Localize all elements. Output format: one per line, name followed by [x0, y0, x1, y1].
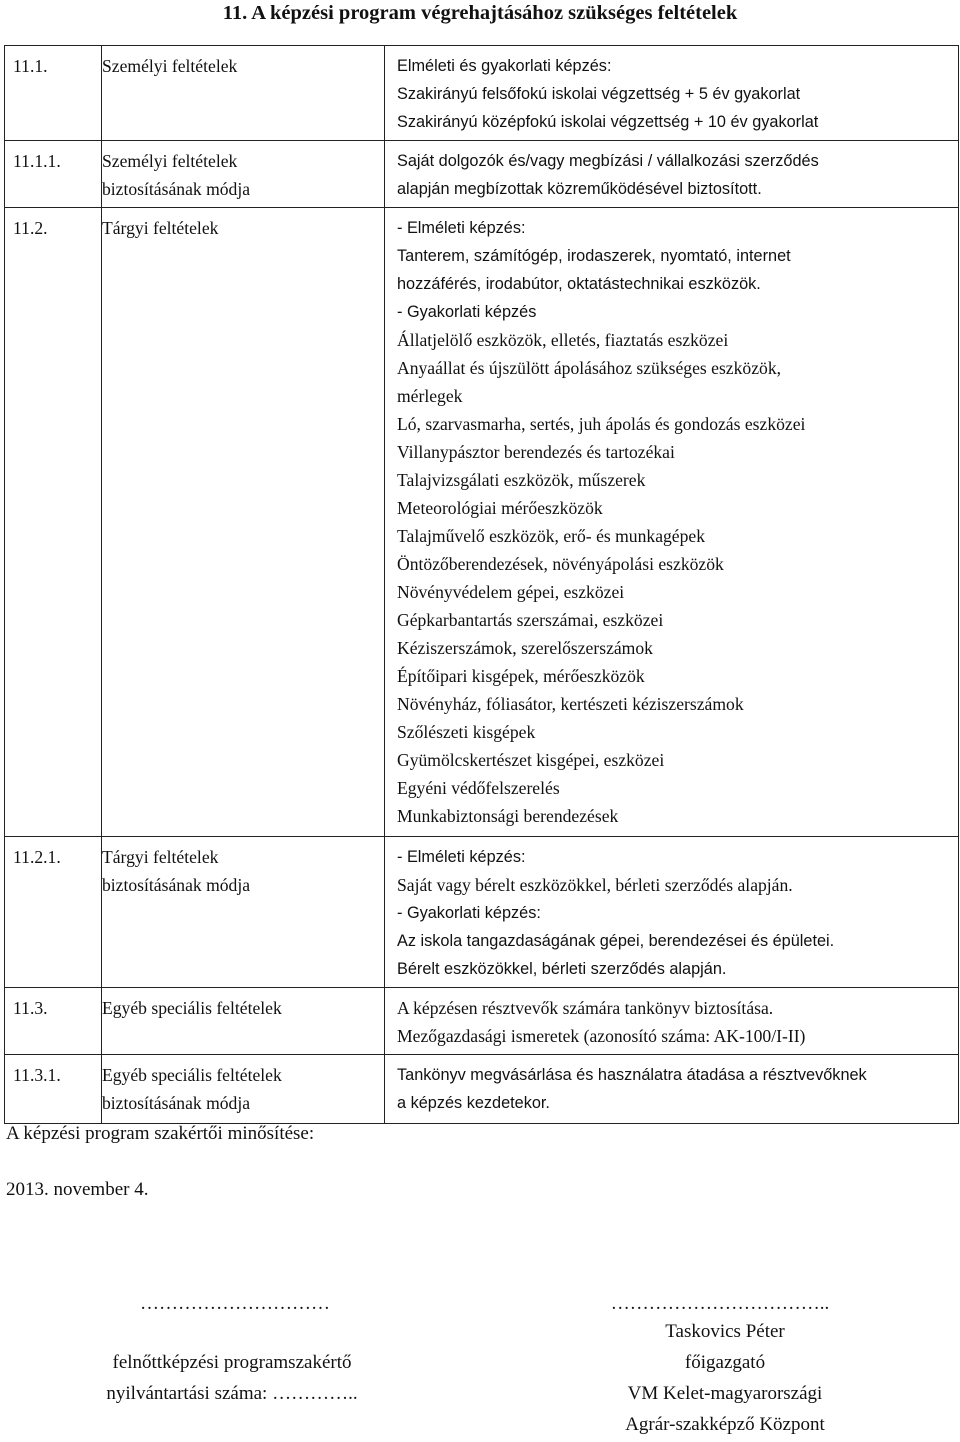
left-signature-line: ………………………… — [140, 1293, 330, 1314]
requirements-table-body — [5, 46, 959, 1124]
content-line: alapján megbízottak közreműködésével biztosított. — [397, 180, 762, 198]
table-row — [5, 988, 959, 1055]
table-row — [5, 837, 959, 988]
table-row — [5, 1055, 959, 1124]
section-number: 11.3.1. — [5, 1055, 102, 1124]
content-line: Növényvédelem gépei, eszközei — [397, 582, 625, 602]
content-line: Öntözőberendezések, növényápolási eszközök — [397, 554, 724, 574]
section-number: 11.3. — [5, 988, 102, 1055]
signatory-name: Taskovics Péter — [665, 1321, 785, 1342]
section-content — [385, 46, 959, 141]
content-line: Tankönyv megvásárlása és használatra átadása a résztvevőknek — [397, 1066, 867, 1084]
content-line: mérlegek — [397, 386, 463, 406]
right-signature-line: …………………………….. — [610, 1293, 830, 1314]
table-row — [5, 141, 959, 208]
section-label-line: biztosításának módja — [102, 179, 251, 199]
qualification-label: A képzési program szakértői minősítése: — [6, 1123, 315, 1144]
content-line: Ló, szarvasmarha, sertés, juh ápolás és gondozás eszközei — [397, 414, 806, 434]
content-line: - Gyakorlati képzés: — [397, 904, 541, 922]
section-label — [102, 208, 385, 837]
section-label-line: biztosításának módja — [102, 875, 251, 895]
section-number: 11.1.1. — [5, 141, 102, 208]
section-label-line: Egyéb speciális feltételek — [102, 998, 282, 1018]
content-line: Elméleti és gyakorlati képzés: — [397, 57, 612, 75]
content-line: Építőipari kisgépek, mérőeszközök — [397, 666, 645, 686]
content-line: Állatjelölő eszközök, elletés, fiaztatás eszközei — [397, 330, 729, 350]
content-line: Kéziszerszámok, szerelőszerszámok — [397, 638, 653, 658]
content-line: Talajvizsgálati eszközök, műszerek — [397, 470, 646, 490]
expert-title: felnőttképzési programszakértő — [112, 1352, 352, 1373]
section-label — [102, 837, 385, 988]
section-content — [385, 1055, 959, 1124]
content-line: Szakirányú felsőfokú iskolai végzettség + 5 év gyakorlat — [397, 85, 801, 103]
content-line: Bérelt eszközökkel, bérleti szerződés alapján. — [397, 960, 727, 978]
content-line: A képzésen résztvevők számára tankönyv biztosítása. — [397, 998, 774, 1018]
section-label — [102, 988, 385, 1055]
section-label-line: Személyi feltételek — [102, 56, 238, 76]
document-title: 11. A képzési program végrehajtásához szükséges feltételek — [222, 2, 738, 24]
content-line: Munkabiztonsági berendezések — [397, 806, 619, 826]
table-row — [5, 208, 959, 837]
date: 2013. november 4. — [6, 1179, 149, 1200]
content-line: Talajművelő eszközök, erő- és munkagépek — [397, 526, 706, 546]
content-line: a képzés kezdetekor. — [397, 1094, 550, 1112]
organization-line-1: VM Kelet-magyarországi — [627, 1383, 823, 1404]
section-content — [385, 208, 959, 837]
section-label-line: Tárgyi feltételek — [102, 218, 219, 238]
signatory-title: főigazgató — [684, 1352, 766, 1373]
content-line: - Elméleti képzés: — [397, 219, 526, 237]
section-content — [385, 837, 959, 988]
requirements-table — [4, 45, 959, 1124]
section-label-line: Tárgyi feltételek — [102, 847, 219, 867]
section-label — [102, 1055, 385, 1124]
section-content — [385, 988, 959, 1055]
expert-registration-number: nyilvántartási száma: ………….. — [106, 1383, 358, 1404]
content-line: Gyümölcskertészet kisgépei, eszközei — [397, 750, 665, 770]
section-content — [385, 141, 959, 208]
content-line: Mezőgazdasági ismeretek (azonosító száma: AK-100/I-II) — [397, 1026, 806, 1046]
content-line: Saját vagy bérelt eszközökkel, bérleti szerződés alapján. — [397, 875, 793, 895]
content-line: Villanypásztor berendezés és tartozékai — [397, 442, 675, 462]
section-label — [102, 141, 385, 208]
section-label-line: biztosításának módja — [102, 1093, 251, 1113]
content-line: Szőlészeti kisgépek — [397, 722, 536, 742]
content-line: - Elméleti képzés: — [397, 848, 526, 866]
section-label-line: Személyi feltételek — [102, 151, 238, 171]
content-line: - Gyakorlati képzés — [397, 303, 537, 321]
content-line: Növényház, fóliasátor, kertészeti kéziszerszámok — [397, 694, 744, 714]
content-line: Meteorológiai mérőeszközök — [397, 498, 603, 518]
content-line: Saját dolgozók és/vagy megbízási / vállalkozási szerződés — [397, 152, 819, 170]
content-line: Az iskola tangazdaságának gépei, berendezései és épületei. — [397, 932, 835, 950]
table-row — [5, 46, 959, 141]
content-line: Tanterem, számítógép, irodaszerek, nyomtató, internet — [397, 247, 791, 265]
content-line: Anyaállat és újszülött ápolásához szükséges eszközök, — [397, 358, 782, 378]
content-line: hozzáférés, irodabútor, oktatástechnikai eszközök. — [397, 275, 761, 293]
content-line: Egyéni védőfelszerelés — [397, 778, 560, 798]
content-line: Szakirányú középfokú iskolai végzettség + 10 év gyakorlat — [397, 113, 819, 131]
organization-line-2: Agrár-szakképző Központ — [625, 1414, 825, 1435]
content-line: Gépkarbantartás szerszámai, eszközei — [397, 610, 664, 630]
section-number: 11.2.1. — [5, 837, 102, 988]
section-number: 11.1. — [5, 46, 102, 141]
section-label-line: Egyéb speciális feltételek — [102, 1065, 282, 1085]
section-number: 11.2. — [5, 208, 102, 837]
section-label — [102, 46, 385, 141]
